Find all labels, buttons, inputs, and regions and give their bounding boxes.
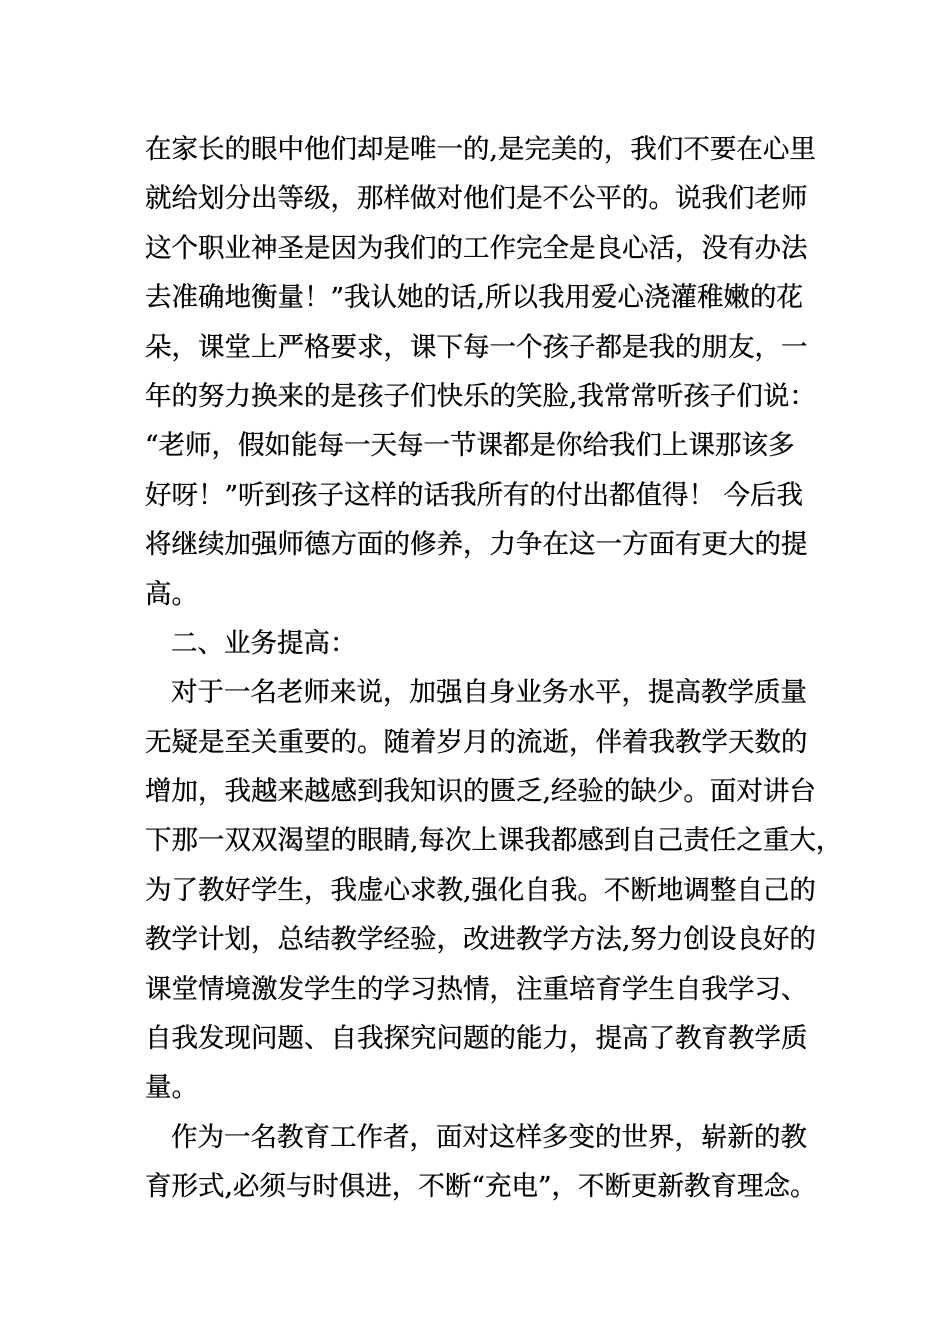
text-line: 将继续加强师德方面的修养，力争在这一方面有更大的提 [145, 529, 808, 561]
document-body [145, 125, 843, 1212]
text-line: 课堂情境激发学生的学习热情，注重培育学生自我学习、 [145, 973, 808, 1005]
text-line: 就给划分出等级，那样做对他们是不公平的。说我们老师 [145, 183, 808, 215]
text-line: 朵，课堂上严格要求，课下每一个孩子都是我的朋友，一 [145, 331, 808, 363]
text-line: “老师，假如能每一天每一节课都是你给我们上课那该多 [145, 430, 795, 462]
text-line: 教学计划，总结教学经验，改进教学方法,努力创设良好的 [145, 924, 816, 956]
text-line: 年的努力换来的是孩子们快乐的笑脸,我常常听孩子们说： [145, 380, 816, 412]
text-line: 这个职业神圣是因为我们的工作完全是良心活，没有办法 [145, 232, 808, 264]
section-heading: 二、业务提高： [171, 627, 357, 659]
text-line: 对于一名老师来说，加强自身业务水平，提高教学质量 [171, 677, 807, 709]
text-line: 为了教好学生，我虚心求教,强化自我。不断地调整自己的 [145, 874, 816, 906]
text-line: 增加，我越来越感到我知识的匮乏,经验的缺少。面对讲台 [145, 776, 816, 808]
text-line: 无疑是至关重要的。随着岁月的流逝，伴着我教学天数的 [145, 726, 808, 758]
text-line: 在家长的眼中他们却是唯一的,是完美的，我们不要在心里 [145, 134, 816, 165]
text-line: 育形式,必须与时俱进，不断“充电”，不断更新教育理念。 [145, 1171, 817, 1203]
text-line: 去准确地衡量！”我认她的话,所以我用爱心浇灌稚嫩的花 [145, 282, 803, 314]
text-line: 量。 [145, 1072, 198, 1104]
text-line: 作为一名教育工作者，面对这样多变的世界，崭新的教 [171, 1121, 807, 1153]
text-line: 下那一双双渴望的眼睛,每次上课我都感到自己责任之重大， [145, 825, 843, 857]
text-line: 好呀！”听到孩子这样的话我所有的付出都值得！ 今后我 [145, 479, 803, 511]
text-line: 高。 [145, 578, 198, 610]
text-line: 自我发现问题、自我探究问题的能力，提高了教育教学质 [145, 1023, 808, 1055]
